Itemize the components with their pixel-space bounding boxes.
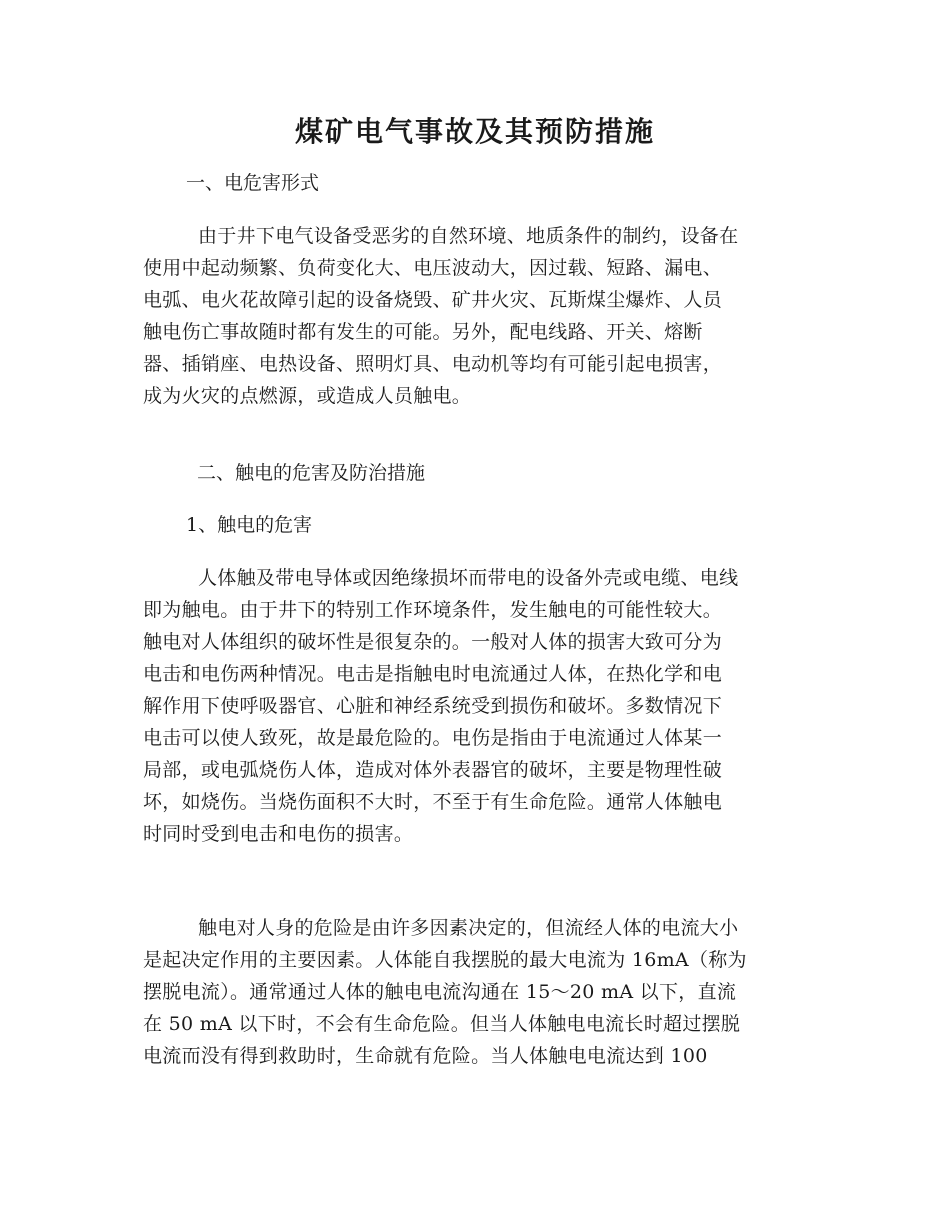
paragraph-line: 电击和电伤两种情况。电击是指触电时电流通过人体，在热化学和电 (143, 663, 723, 685)
paragraph-line: 解作用下使呼吸器官、心脏和神经系统受到损伤和破坏。多数情况下 (143, 695, 723, 717)
paragraph-line: 电弧、电火花故障引起的设备烧毁、矿井火灾、瓦斯煤尘爆炸、人员 (143, 289, 723, 311)
paragraph-line: 摆脱电流）。通常通过人体的触电电流沟通在 15～20 mA 以下，直流 (143, 981, 737, 1003)
paragraph-1 (143, 220, 808, 412)
subsection-heading-1: 1、触电的危害 (186, 514, 313, 536)
paragraph-line: 触电对人体组织的破坏性是很复杂的。一般对人体的损害大致可分为 (143, 631, 723, 653)
paragraph-3 (143, 912, 808, 1072)
section-heading-2: 二、触电的危害及防治措施 (197, 462, 426, 484)
paragraph-line: 即为触电。由于井下的特别工作环境条件，发生触电的可能性较大。 (143, 599, 723, 621)
paragraph-line: 人体触及带电导体或因绝缘损坏而带电的设备外壳或电缆、电线 (198, 567, 739, 589)
paragraph-line: 由于井下电气设备受恶劣的自然环境、地质条件的制约，设备在 (198, 225, 739, 247)
paragraph-line: 时同时受到电击和电伤的损害。 (143, 823, 414, 845)
paragraph-line: 是起决定作用的主要因素。人体能自我摆脱的最大电流为 16mA（称为 (143, 949, 747, 971)
paragraph-line: 局部，或电弧烧伤人体，造成对体外表器官的破坏，主要是物理性破 (143, 759, 723, 781)
paragraph-line: 在 50 mA 以下时，不会有生命危险。但当人体触电电流长时超过摆脱 (143, 1013, 741, 1035)
paragraph-line: 触电伤亡事故随时都有发生的可能。另外，配电线路、开关、熔断 (143, 321, 703, 343)
paragraph-line: 电流而没有得到救助时，生命就有危险。当人体触电电流达到 100 (143, 1045, 708, 1067)
document-title: 煤矿电气事故及其预防措施 (294, 115, 655, 148)
paragraph-2 (143, 562, 808, 850)
paragraph-line: 触电对人身的危险是由许多因素决定的，但流经人体的电流大小 (198, 917, 739, 939)
paragraph-line: 器、插销座、电热设备、照明灯具、电动机等均有可能引起电损害， (143, 353, 723, 375)
paragraph-line: 成为火灾的点燃源，或造成人员触电。 (143, 385, 472, 407)
section-heading-1: 一、电危害形式 (186, 172, 320, 194)
paragraph-line: 电击可以使人致死，故是最危险的。电伤是指由于电流通过人体某一 (143, 727, 723, 749)
paragraph-line: 使用中起动频繁、负荷变化大、电压波动大，因过载、短路、漏电、 (143, 257, 723, 279)
paragraph-line: 坏，如烧伤。当烧伤面积不大时，不至于有生命危险。通常人体触电 (143, 791, 723, 813)
